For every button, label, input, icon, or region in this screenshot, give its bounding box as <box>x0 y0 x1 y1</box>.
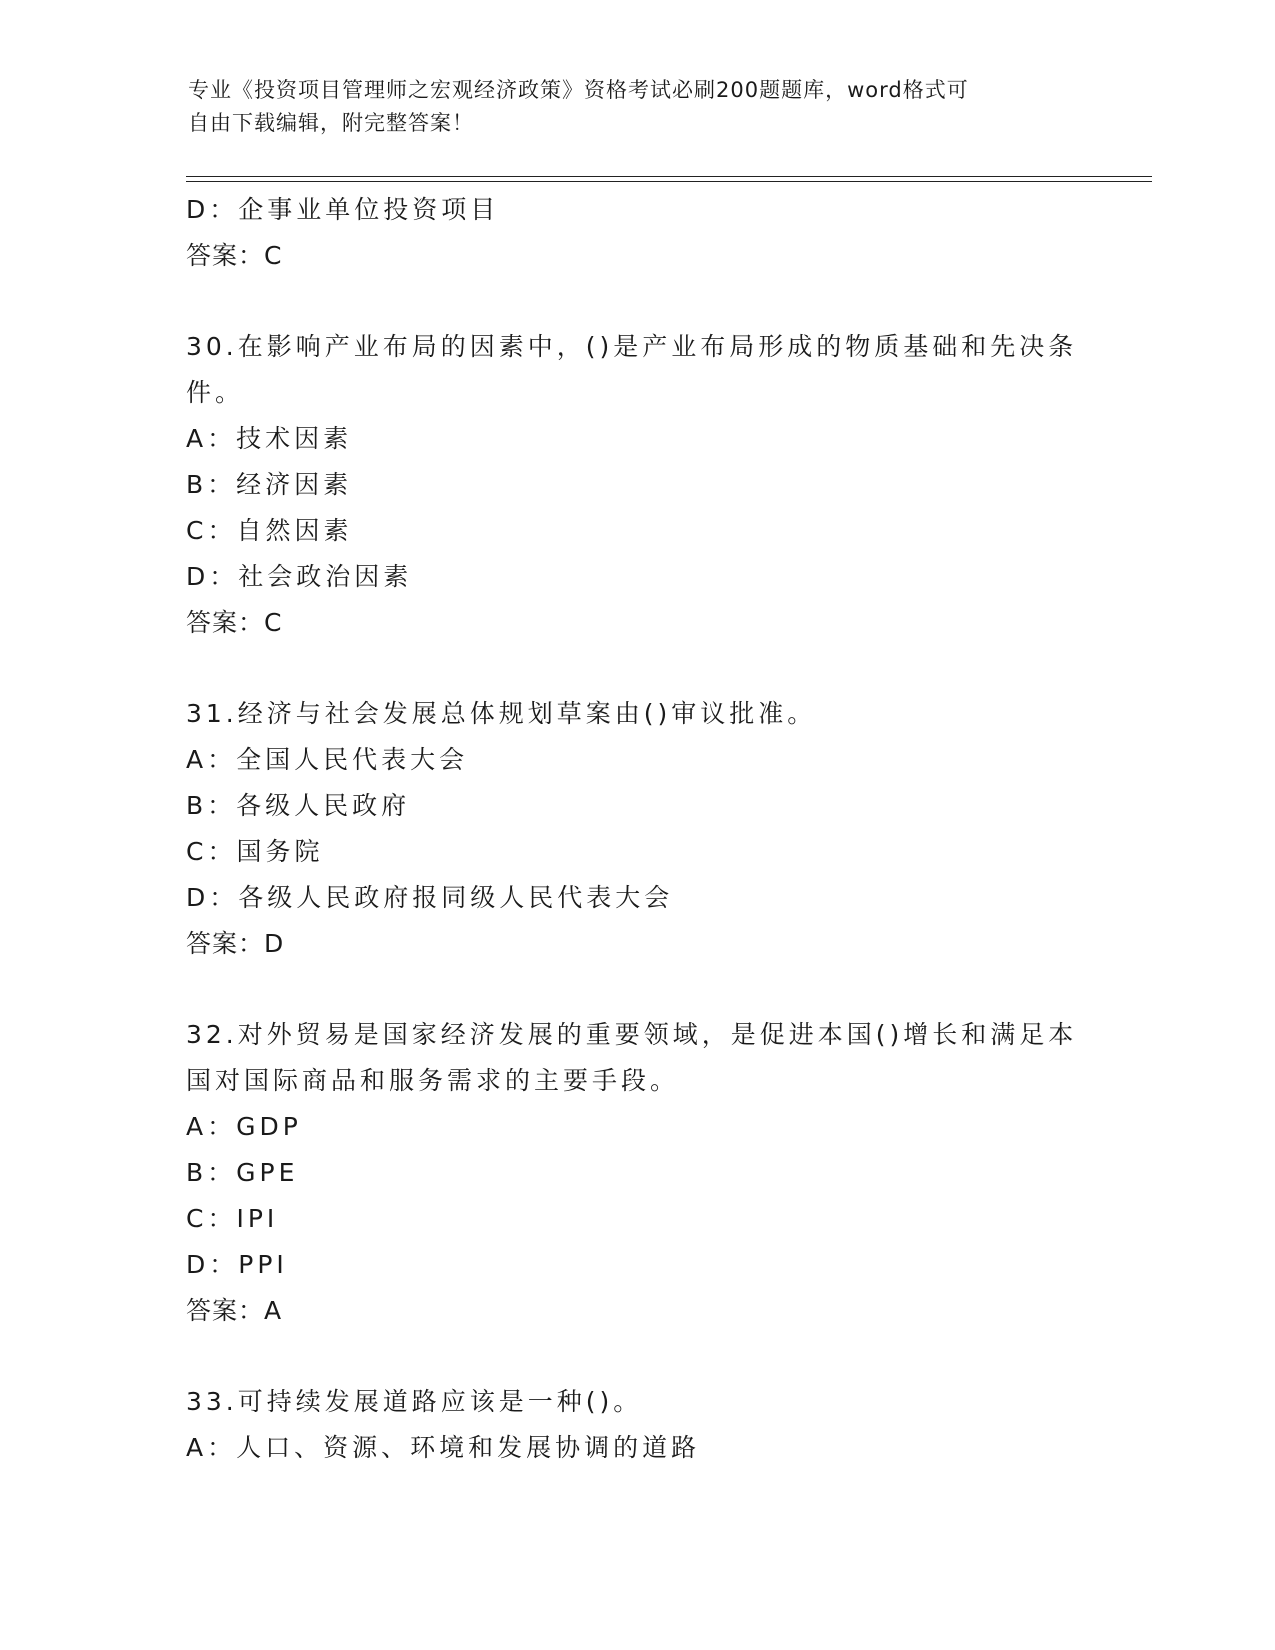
option-b: B：GPE <box>186 1158 299 1187</box>
question-stem-line: 30.在影响产业布局的因素中，()是产业布局形成的物质基础和先决条 <box>186 332 1078 361</box>
header-line-1: 专业《投资项目管理师之宏观经济政策》资格考试必刷200题题库，word格式可 <box>188 78 969 102</box>
question-29-tail <box>186 187 1086 279</box>
spacer <box>186 646 1086 691</box>
question-stem-line: 件。 <box>186 378 245 407</box>
option-a: A：全国人民代表大会 <box>186 745 469 774</box>
answer: 答案：D <box>186 929 285 958</box>
option-b: B：各级人民政府 <box>186 791 411 820</box>
question-list <box>186 187 1086 1471</box>
option-b: B：经济因素 <box>186 470 353 499</box>
spacer <box>186 1334 1086 1379</box>
option-a: A：GDP <box>186 1112 302 1141</box>
spacer <box>186 279 1086 324</box>
spacer <box>186 967 1086 1012</box>
option-c: C：IPI <box>186 1204 279 1233</box>
option-d: D：社会政治因素 <box>186 562 413 591</box>
header-divider-bottom <box>186 181 1152 182</box>
question-31 <box>186 691 1086 967</box>
question-33 <box>186 1379 1086 1471</box>
option-d: D：企事业单位投资项目 <box>186 195 500 224</box>
header-divider-top <box>186 176 1152 177</box>
question-stem-line: 国对国际商品和服务需求的主要手段。 <box>186 1066 680 1095</box>
question-30 <box>186 324 1086 646</box>
question-32 <box>186 1012 1086 1334</box>
option-a: A：技术因素 <box>186 424 353 453</box>
answer: 答案：A <box>186 1296 283 1325</box>
question-stem-line: 31.经济与社会发展总体规划草案由()审议批准。 <box>186 699 817 728</box>
answer: 答案：C <box>186 241 283 270</box>
answer: 答案：C <box>186 608 283 637</box>
document-header <box>188 74 1068 140</box>
header-line-2: 自由下载编辑，附完整答案！ <box>188 111 474 135</box>
option-c: C：自然因素 <box>186 516 353 545</box>
option-d: D：PPI <box>186 1250 288 1279</box>
question-stem-line: 33.可持续发展道路应该是一种()。 <box>186 1387 643 1416</box>
option-c: C：国务院 <box>186 837 324 866</box>
option-d: D：各级人民政府报同级人民代表大会 <box>186 883 674 912</box>
question-stem-line: 32.对外贸易是国家经济发展的重要领域，是促进本国()增长和满足本 <box>186 1020 1078 1049</box>
option-a: A：人口、资源、环境和发展协调的道路 <box>186 1433 701 1462</box>
